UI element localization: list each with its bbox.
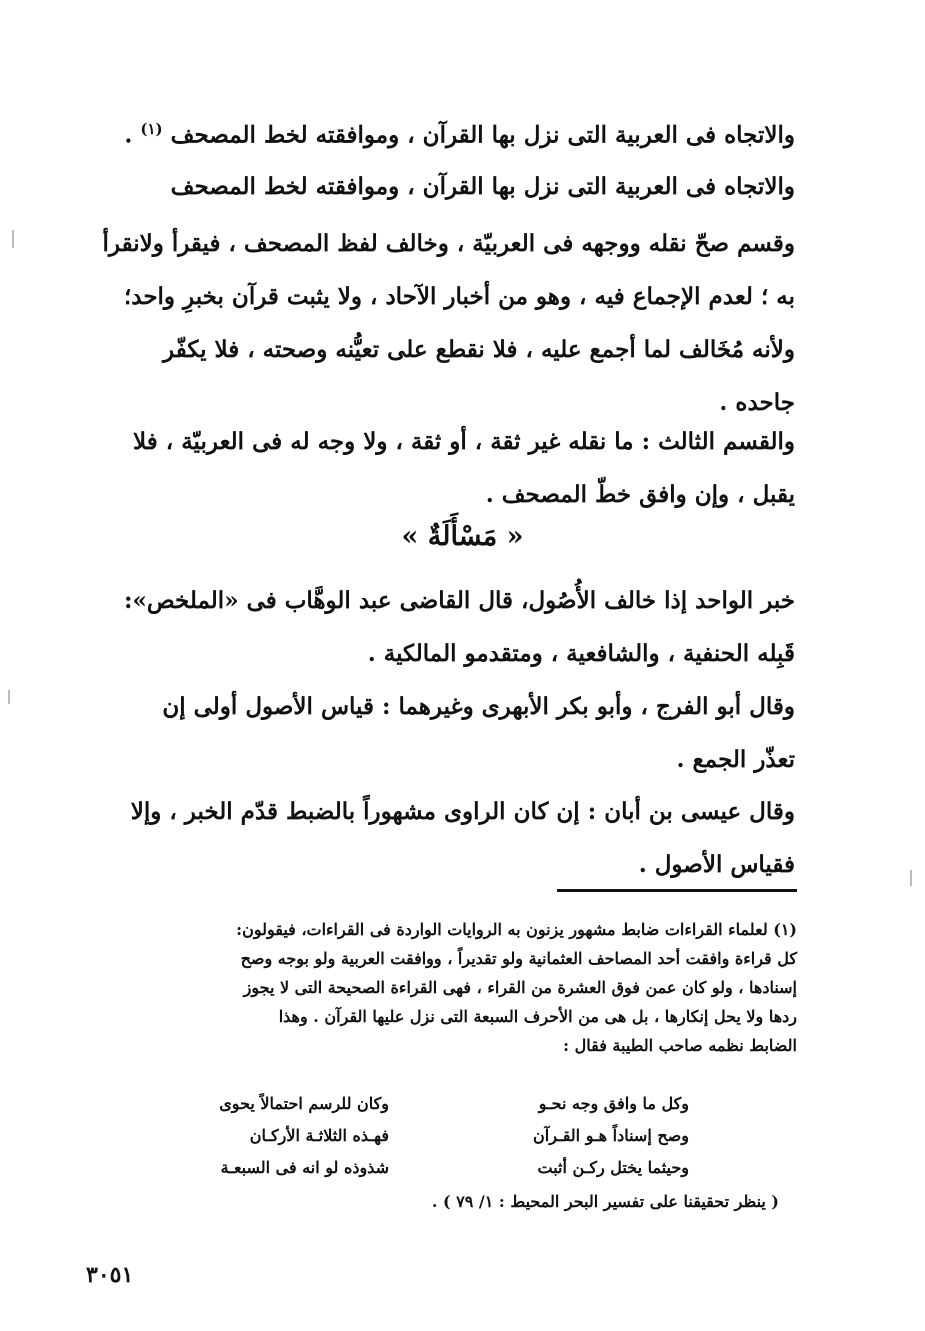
text-line: والاتجاه فى العربية التى نزل بها القرآن ، وموافقته لخط المصحف: [170, 173, 795, 200]
text-line: وقال عيسى بن أبان : إن كان الراوى مشهوراً بالضبط قدّم الخبر ، وإلا: [130, 798, 795, 825]
paragraph-third-category: [80, 415, 795, 521]
footnote-poem: [189, 1088, 689, 1184]
scan-margin-mark: [12, 230, 14, 248]
footnote-reference: ( ينظر تحقيقنا على تفسير البحر المحيط : ١/ ٧٩ ) .: [431, 1192, 779, 1211]
poem-verse: [189, 1088, 689, 1120]
paragraph-criteria-continuation: [80, 103, 795, 162]
footnote: [77, 915, 797, 1060]
verse-first-hemistich: وكل ما وافق وجه نحـو: [538, 1094, 689, 1113]
footnote-line: كل قراءة وافقت أحد المصاحف العثمانية ولو تقديراً ، ووافقت العربية ولو بوجه وصح: [240, 949, 797, 968]
footnote-line: (١) لعلماء القراءات ضابط مشهور يزنون به الروايات الواردة فى القراءات، فيقولون:: [236, 920, 797, 939]
page-number: ٣٠٥١: [86, 1262, 134, 1288]
text-line: والاتجاه فى العربية التى نزل بها القرآن ، وموافقته لخط المصحف $^{(١)}$ .: [124, 120, 795, 149]
text-line: ولأنه مُخَالف لما أجمع عليه ، فلا نقطع على تعيُّنه وصحته ، فلا يكفّر: [163, 336, 795, 363]
text-line: وقال أبو الفرج ، وأبو بكر الأبهرى وغيرهما : قياس الأصول أولى إن: [162, 693, 795, 720]
text-line: يقبل ، وإن وافق خطّ المصحف .: [485, 481, 795, 508]
text-line: فقياس الأصول .: [638, 851, 795, 878]
footnote-line: إسنادها ، ولو كان عمن فوق العشرة من القراء ، فهى القراءة الصحيحة التى لا يجوز: [243, 978, 797, 997]
section-heading: « مَسْأَلَةٌ »: [401, 521, 524, 552]
poem-verse: [189, 1152, 689, 1184]
text-line: والقسم الثالث : ما نقله غير ثقة ، أو ثقة ، ولا وجه له فى العربيّة ، فلا: [133, 428, 795, 455]
verse-second-hemistich: فهـذه الثلاثـة الأركـان: [249, 1126, 389, 1145]
text-line: خبر الواحد إذا خالف الأُصُول، قال القاضى عبد الوهَّاب فى «الملخص»:: [124, 587, 795, 614]
scan-margin-mark: [8, 690, 10, 704]
verse-second-hemistich: شذوذه لو انه فى السبعـة: [220, 1158, 389, 1177]
verse-first-hemistich: وحيثما يختل ركـن أثبت: [537, 1158, 689, 1177]
footnote-line: الضابط نظمه صاحب الطيبة فقال :: [563, 1036, 797, 1055]
verse-second-hemistich: وكان للرسم احتمالاً يحوى: [219, 1094, 389, 1113]
text-line: وقسم صحّ نقله ووجهه فى العربيّة ، وخالف لفظ المصحف ، فيقرأ ولانقرأ: [102, 230, 795, 257]
footnote-line: ردها ولا يحل إنكارها ، بل هى من الأحرف السبعة التى نزل عليها القرآن . وهذا: [278, 1007, 797, 1026]
scan-margin-mark: [910, 870, 912, 886]
text-line: تعذّر الجمع .: [676, 746, 795, 773]
paragraph-abu-alfaraj: [80, 680, 795, 786]
text-line: قَبِله الحنفية ، والشافعية ، ومتقدمو المالكية .: [367, 640, 795, 667]
text-line: به ؛ لعدم الإجماع فيه ، وهو من أخبار الآحاد ، ولا يثبت قرآن بخبرِ واحد؛: [123, 283, 795, 310]
paragraph-first-category-ruling: [80, 160, 795, 213]
text-line: جاحده .: [719, 389, 795, 416]
footnote-divider: [557, 889, 797, 892]
poem-verse: [189, 1120, 689, 1152]
paragraph-isa-ibn-aban: [80, 785, 795, 891]
footnote-marker: (١): [140, 120, 163, 138]
paragraph-single-report: [80, 574, 795, 680]
paragraph-second-category: [80, 217, 795, 429]
verse-first-hemistich: وصح إسناداً هـو القـرآن: [533, 1126, 689, 1145]
